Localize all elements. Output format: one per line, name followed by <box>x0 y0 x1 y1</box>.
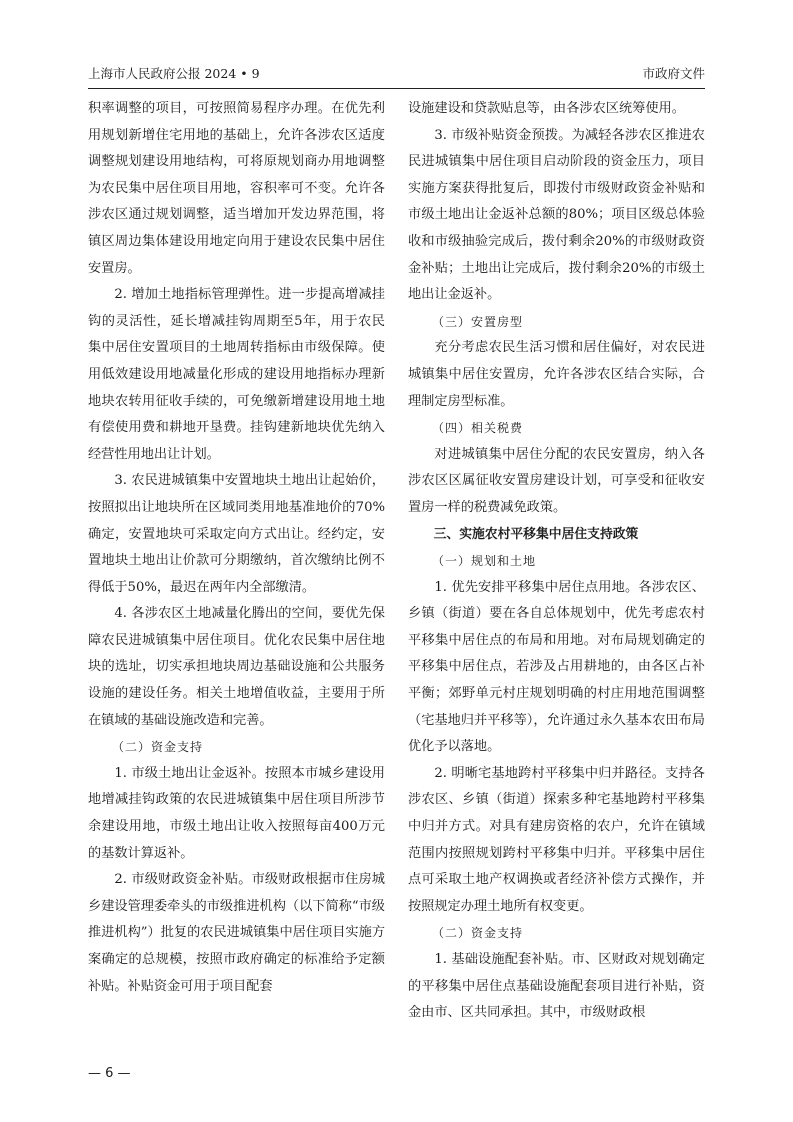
page-number: — 6 — <box>88 1066 131 1081</box>
paragraph: 对进城镇集中居住分配的农民安置房，纳入各涉农区区属征收安置房建设计划，可享受和征收安置房一样的税费减免政策。 <box>408 446 705 515</box>
publication-title: 上海市人民政府公报 2024 • 9 <box>88 66 260 81</box>
paragraph: 1. 市级土地出让金返补。按照本市城乡建设用地增减挂钩政策的农民进城镇集中居住项目所涉节余建设用地，市级土地出让收入按照每亩400万元的基数计算返补。 <box>88 765 385 861</box>
right-column <box>408 96 705 1027</box>
paragraph: 积率调整的项目，可按照简易程序办理。在优先利用规划新增住宅用地的基础上，允许各涉农区适度调整规划建设用地结构，可将原规划商办用地调整为农民集中居住项目用地，容积率可不变。允许各涉农区通过规划调整，适当增加开发边界范围，将镇区周边集体建设用地定向用于建设农民集中居住安置房。 <box>88 101 385 276</box>
section-heading: 三、实施农村平移集中居住支持政策 <box>433 526 639 542</box>
subsection-heading: （一）规划和土地 <box>432 554 537 569</box>
subsection-heading: （三）安置房型 <box>432 314 524 329</box>
paragraph: 设施建设和贷款贴息等，由各涉农区统筹使用。 <box>408 101 685 116</box>
left-column <box>88 96 385 1000</box>
subsection-heading: （二）资金支持 <box>432 926 524 941</box>
paragraph: 充分考虑农民生活习惯和居住偏好，对农民进城镇集中居住安置房，允许各涉农区结合实际，合理制定房型标准。 <box>408 340 705 409</box>
paragraph: 1. 基础设施配套补贴。市、区财政对规划确定的平移集中居住点基础设施配套项目进行补贴，资金由市、区共同承担。其中，市级财政根 <box>408 952 705 1021</box>
page-header <box>88 64 705 84</box>
paragraph: 1. 优先安排平移集中居住点用地。各涉农区、乡镇（街道）要在各自总体规划中，优先考虑农村平移集中居住点的布局和用地。对布局规划确定的平移集中居住点，若涉及占用耕地的，由各区占补平衡；郊野单元村庄规划明确的村庄用地范围调整（宅基地归并平移等），允许通过永久基本农田布局优化予以落地。 <box>408 579 705 755</box>
subsection-heading: （二）资金支持 <box>112 740 204 755</box>
paragraph: 4. 各涉农区土地减量化腾出的空间，要优先保障农民进城镇集中居住项目。优化农民集中居住地块的选址，切实承担地块周边基础设施和公共服务设施的建设任务。相关土地增值收益，主要用于所在镇域的基础设施改造和完善。 <box>88 606 385 728</box>
paragraph: 2. 明晰宅基地跨村平移集中归并路径。支持各涉农区、乡镇（街道）探索多种宅基地跨村平移集中归并方式。对具有建房资格的农户，允许在镇域范围内按照规划跨村平移集中归并。平移集中居住点可采取土地产权调换或者经济补偿方式操作，并按照规定办理土地所有权变更。 <box>408 765 705 914</box>
header-rule <box>88 88 705 89</box>
section-title: 市政府文件 <box>642 66 705 81</box>
paragraph: 3. 农民进城镇集中安置地块土地出让起始价，按照拟出让地块所在区域同类用地基准地价的70%确定，安置地块可采取定向方式出让。经约定，安置地块土地出让价款可分期缴纳，首次缴纳比例不得低于50%，最迟在两年内全部缴清。 <box>88 473 385 595</box>
paragraph: 2. 市级财政资金补贴。市级财政根据市住房城乡建设管理委牵头的市级推进机构（以下简称“市级推进机构”）批复的农民进城镇集中居住项目实施方案确定的总规模，按照市政府确定的标准给予定额补贴。补贴资金可用于项目配套 <box>88 872 385 994</box>
paragraph: 2. 增加土地指标管理弹性。进一步提高增减挂钩的灵活性，延长增减挂钩周期至5年，用于农民集中居住安置项目的土地周转指标由市级保障。使用低效建设用地减量化形成的建设用地指标办理新地块农转用征收手续的，可免缴新增建设用地土地有偿使用费和耕地开垦费。挂钩建新地块优先纳入经营性用地出让计划。 <box>88 287 385 462</box>
paragraph: 3. 市级补贴资金预拨。为减轻各涉农区推进农民进城镇集中居住项目启动阶段的资金压力，项目实施方案获得批复后，即拨付市级财政资金补贴和市级土地出让金返补总额的80%；项目区级总体验收和市级抽验完成后，拨付剩余20%的市级财政资金补贴；土地出让完成后，拨付剩余20%的市级土地出让金返补。 <box>408 127 705 303</box>
subsection-heading: （四）相关税费 <box>432 421 524 436</box>
